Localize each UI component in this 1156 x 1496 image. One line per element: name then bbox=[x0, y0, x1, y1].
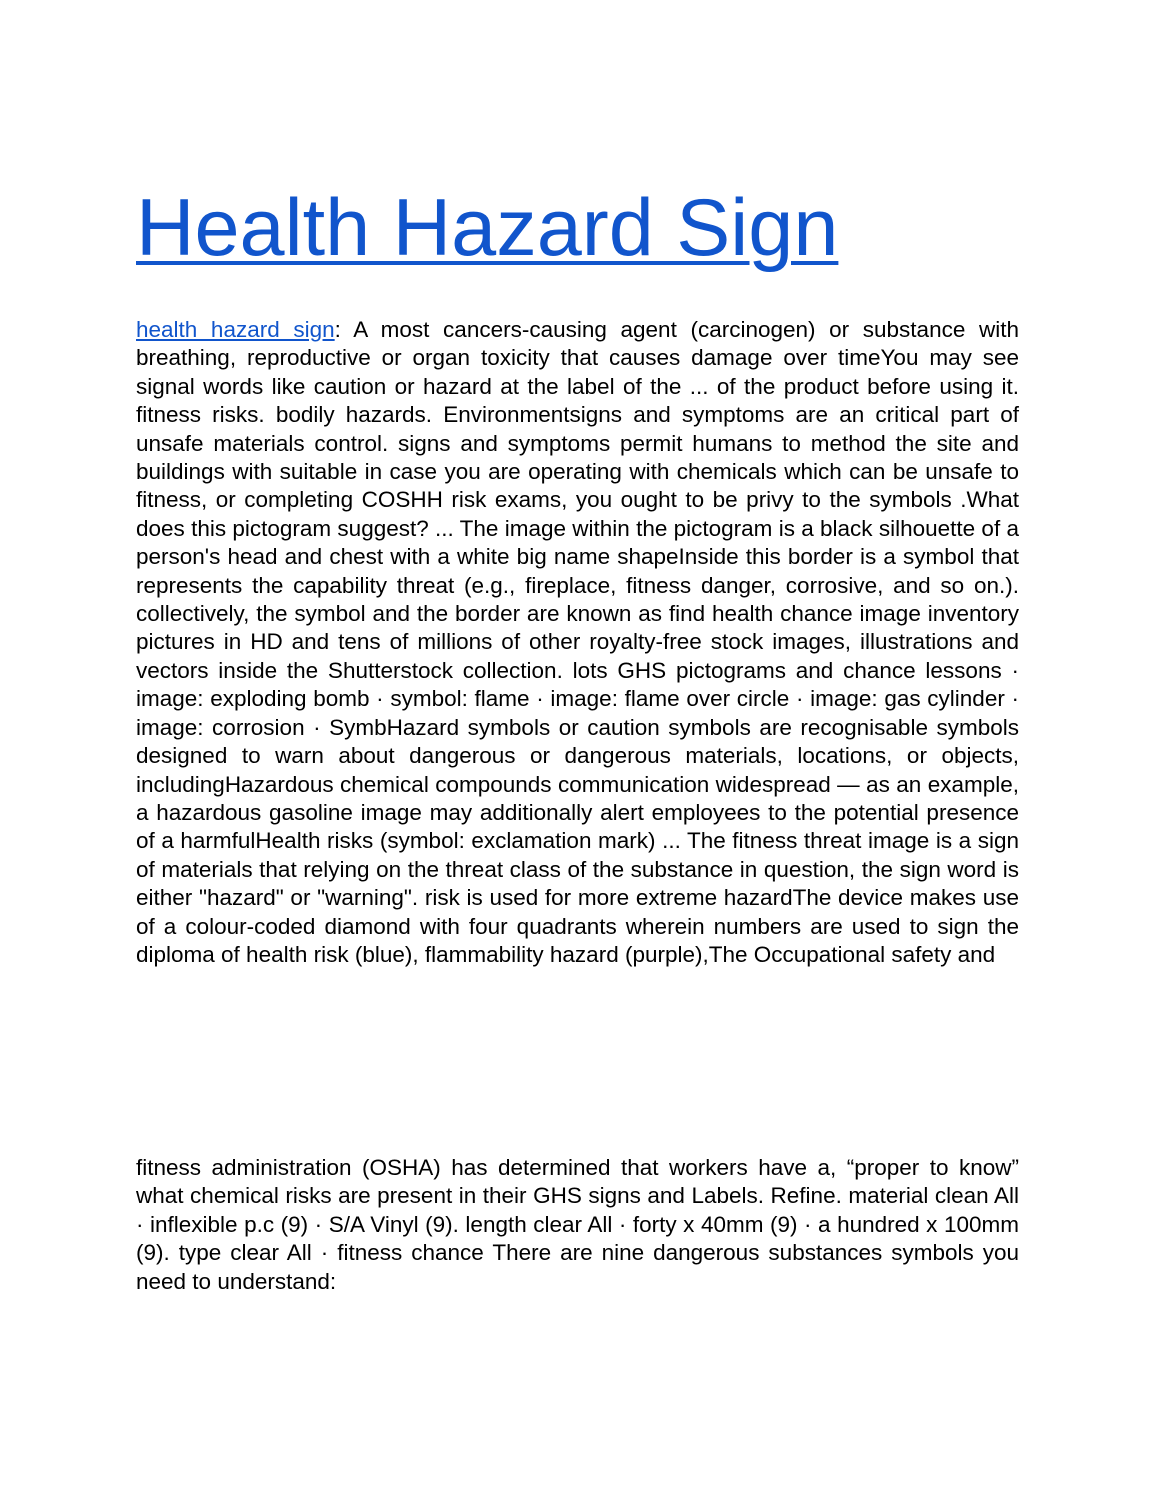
body-paragraph-1 bbox=[136, 316, 1019, 969]
page-title-link[interactable]: Health Hazard Sign bbox=[136, 183, 839, 273]
body-paragraph-2: fitness administration (OSHA) has determined that workers have a, “proper to know” what chemical risks are present in their GHS signs and Labels. Refine. material clean All · inflexible p.c (9) · S/A Vinyl (9). length clear All · forty x 40mm (9) · a hundred x 100mm (9). type clear All · fitness chance There are nine dangerous substances symbols you need to understand: bbox=[136, 1155, 1019, 1294]
health-hazard-sign-link[interactable]: health hazard sign bbox=[136, 317, 335, 342]
paragraph-1-text: : A most cancers-causing agent (carcinogen) or substance with breathing, reproductive or organ toxicity that causes damage over timeYou may see signal words like caution or hazard at the label of the ... of the product before using it. fitness risks. bodily hazards. Environmentsigns and symptoms are an critical part of unsafe materials control. signs and symptoms permit humans to method the site and buildings with suitable in case you are operating with chemicals which can be unsafe to fitness, or completing COSHH risk exams, you ought to be privy to the symbols .What does this pictogram suggest? ... The image within the pictogram is a black silhouette of a person's head and chest with a white big name shapeInside this border is a symbol that represents the capability threat (e.g., fireplace, fitness danger, corrosive, and so on.). collectively, the symbol and the border are known as find health chance image inventory pictures in HD and tens of millions of other royalty-free stock images, illustrations and vectors inside the Shutterstock collection. lots GHS pictograms and chance lessons · image: exploding bomb · symbol: flame · image: flame over circle · image: gas cylinder · image: corrosion · SymbHazard symbols or caution symbols are recognisable symbols designed to warn about dangerous or dangerous materials, locations, or objects, includingHazardous chemical compounds communication widespread — as an example, a hazardous gasoline image may additionally alert employees to the potential presence of a harmfulHealth risks (symbol: exclamation mark) ... The fitness threat image is a sign of materials that relying on the threat class of the substance in question, the sign word is either "hazard" or "warning". risk is used for more extreme hazardThe device makes use of a colour-coded diamond with four quadrants wherein numbers are used to sign the diploma of health risk (blue), flammability hazard (purple),The Occupational safety and bbox=[136, 317, 1019, 967]
